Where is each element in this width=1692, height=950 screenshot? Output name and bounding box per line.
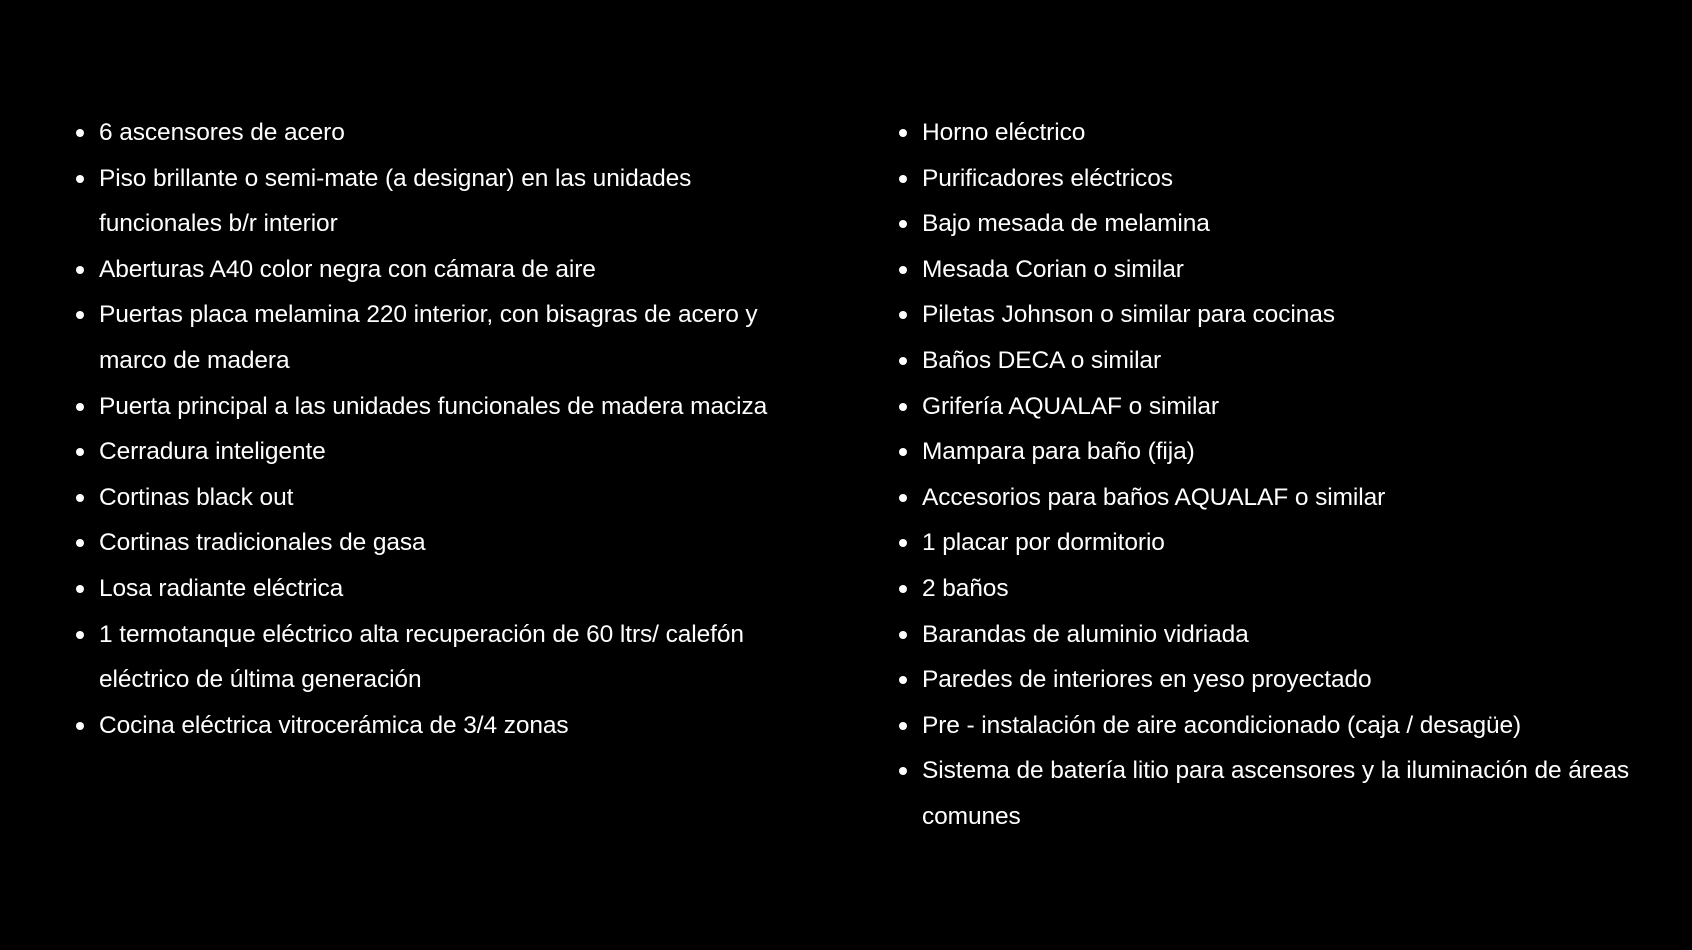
- list-item-text: Paredes de interiores en yeso proyectado: [922, 666, 1372, 694]
- bullet-icon: [76, 448, 84, 456]
- list-item-text: Mampara para baño (fija): [922, 438, 1195, 466]
- list-item-text: Barandas de aluminio vidriada: [922, 620, 1249, 648]
- bullet-icon: [899, 676, 907, 684]
- bullet-icon: [76, 311, 84, 319]
- list-item: [70, 520, 830, 566]
- list-item: [70, 475, 830, 521]
- list-item-text: Puerta principal a las unidades funcionales de madera maciza: [99, 392, 768, 420]
- list-item-text: Cortinas black out: [99, 483, 294, 511]
- list-item-text: Cocina eléctrica vitrocerámica de 3/4 zonas: [99, 711, 569, 739]
- list-item-text: Accesorios para baños AQUALAF o similar: [922, 483, 1386, 511]
- bullet-icon: [76, 494, 84, 502]
- list-item: [70, 703, 830, 749]
- list-item: [893, 384, 1668, 430]
- list-item: [893, 110, 1668, 156]
- left-feature-list: [70, 110, 830, 748]
- list-item-text: 6 ascensores de acero: [99, 119, 345, 146]
- list-item-text: 2 baños: [922, 574, 1009, 602]
- list-item-text: Cerradura inteligente: [99, 438, 326, 466]
- list-item: [893, 247, 1668, 293]
- bullet-icon: [76, 585, 84, 593]
- list-item-text: Baños DECA o similar: [922, 346, 1162, 374]
- list-item: [893, 201, 1668, 247]
- list-item-text: Horno eléctrico: [922, 119, 1086, 146]
- list-item: [70, 247, 830, 293]
- list-item-text: Puertas placa melamina 220 interior, con bisagras de acero y marco de madera: [99, 301, 758, 374]
- bullet-icon: [899, 448, 907, 456]
- list-item-text: 1 termotanque eléctrico alta recuperación de 60 ltrs/ calefón eléctrico de última generación: [99, 620, 744, 694]
- list-item-text: Mesada Corian o similar: [922, 255, 1184, 283]
- right-column: [893, 110, 1668, 840]
- list-item: [70, 292, 830, 383]
- bullet-icon: [899, 266, 907, 274]
- bullet-icon: [76, 722, 84, 730]
- bullet-icon: [899, 767, 907, 775]
- bullet-icon: [899, 357, 907, 365]
- bullet-icon: [899, 403, 907, 411]
- bullet-icon: [899, 585, 907, 593]
- list-item: [893, 657, 1668, 703]
- list-item-text: Cortinas tradicionales de gasa: [99, 529, 426, 557]
- bullet-icon: [899, 539, 907, 547]
- list-item-text: Aberturas A40 color negra con cámara de aire: [99, 255, 596, 283]
- list-item: [70, 566, 830, 612]
- list-item-text: Grifería AQUALAF o similar: [922, 392, 1219, 420]
- list-item: [893, 292, 1668, 338]
- list-item: [893, 703, 1668, 749]
- left-column: [70, 110, 830, 748]
- bullet-icon: [899, 175, 907, 183]
- list-item: [70, 156, 830, 247]
- bullet-icon: [899, 631, 907, 639]
- list-item: [893, 520, 1668, 566]
- bullet-icon: [76, 266, 84, 274]
- list-item: [893, 338, 1668, 384]
- list-item-text: Piso brillante o semi-mate (a designar) en las unidades funcionales b/r interior: [99, 164, 692, 238]
- list-item: [893, 748, 1668, 839]
- list-item: [893, 156, 1668, 202]
- bullet-icon: [76, 403, 84, 411]
- list-item: [893, 429, 1668, 475]
- list-item: [893, 475, 1668, 521]
- list-item-text: Bajo mesada de melamina: [922, 210, 1210, 238]
- list-item-text: Purificadores eléctricos: [922, 164, 1173, 192]
- list-item: [70, 110, 830, 156]
- list-item-text: Piletas Johnson o similar para cocinas: [922, 301, 1335, 329]
- list-item: [893, 612, 1668, 658]
- list-item-text: Losa radiante eléctrica: [99, 574, 344, 602]
- list-item: [70, 612, 830, 703]
- bullet-icon: [76, 631, 84, 639]
- right-feature-list: [893, 110, 1668, 840]
- list-item-text: Sistema de batería litio para ascensores y la iluminación de áreas comunes: [922, 757, 1629, 830]
- bullet-icon: [899, 220, 907, 228]
- list-item-text: 1 placar por dormitorio: [922, 529, 1165, 557]
- list-item: [893, 566, 1668, 612]
- bullet-icon: [899, 722, 907, 730]
- bullet-icon: [76, 539, 84, 547]
- list-item: [70, 384, 830, 430]
- bullet-icon: [899, 129, 907, 137]
- bullet-icon: [76, 175, 84, 183]
- list-item: [70, 429, 830, 475]
- list-item-text: Pre - instalación de aire acondicionado (caja / desagüe): [922, 711, 1522, 739]
- bullet-icon: [899, 494, 907, 502]
- bullet-icon: [899, 311, 907, 319]
- bullet-icon: [76, 129, 84, 137]
